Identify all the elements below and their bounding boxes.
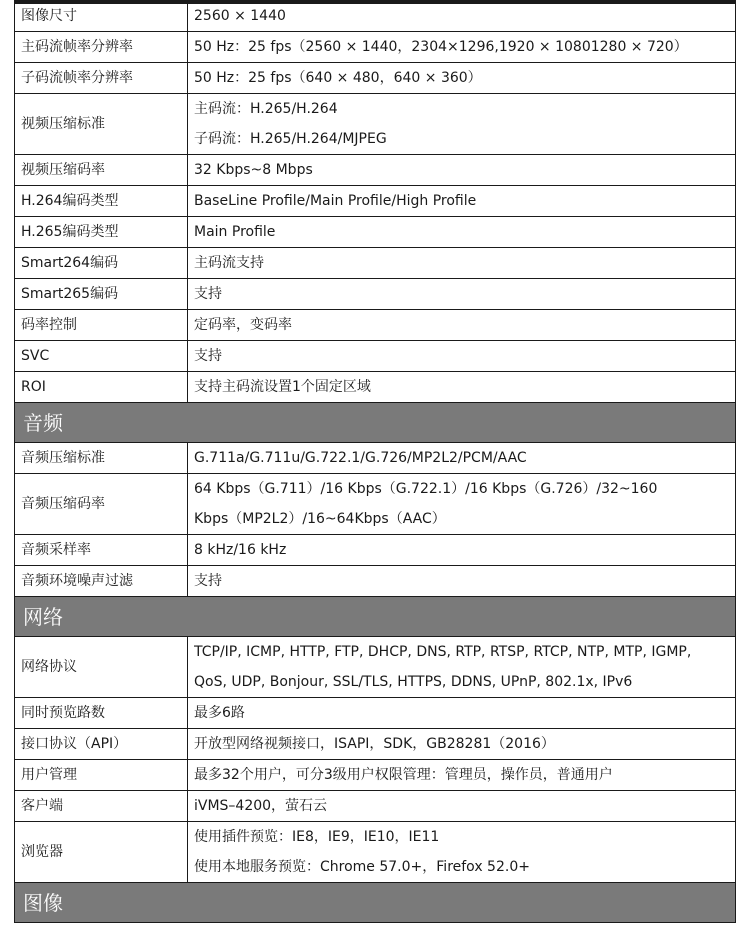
- spec-value-line: 8 kHz/16 kHz: [194, 542, 287, 558]
- section-header-row: [15, 403, 736, 443]
- spec-value-line: 支持: [194, 348, 222, 364]
- spec-value-line: 定码率，变码率: [194, 317, 292, 333]
- spec-row: [15, 760, 736, 791]
- spec-row: [15, 698, 736, 729]
- spec-label: 接口协议（API）: [15, 729, 188, 760]
- spec-value-line: 50 Hz：25 fps（2560 × 1440，2304×1296,1920 × 10801280 × 720）: [194, 39, 688, 55]
- spec-value: [188, 310, 736, 341]
- spec-row: [15, 729, 736, 760]
- spec-value: [188, 217, 736, 248]
- spec-value-line: 使用本地服务预览：Chrome 57.0+，Firefox 52.0+: [194, 859, 530, 875]
- spec-value-line: 主码流：H.265/H.264: [194, 101, 338, 117]
- spec-row: [15, 279, 736, 310]
- spec-label: 视频压缩码率: [15, 155, 188, 186]
- spec-label: 子码流帧率分辨率: [15, 63, 188, 94]
- spec-row: [15, 1, 736, 32]
- spec-value-line: QoS, UDP, Bonjour, SSL/TLS, HTTPS, DDNS, UPnP, 802.1x, IPv6: [194, 674, 633, 690]
- spec-row: [15, 341, 736, 372]
- section-title: 图像: [15, 883, 736, 923]
- spec-value-line: Kbps（MP2L2）/16~64Kbps（AAC）: [194, 511, 446, 527]
- spec-value: [188, 279, 736, 310]
- spec-value: [188, 535, 736, 566]
- spec-row: [15, 155, 736, 186]
- spec-label: SVC: [15, 341, 188, 372]
- spec-row: [15, 443, 736, 474]
- spec-row: [15, 822, 736, 883]
- spec-value: [188, 94, 736, 155]
- spec-value: [188, 474, 736, 535]
- spec-value-line: Main Profile: [194, 224, 276, 240]
- spec-row: [15, 217, 736, 248]
- spec-table-body: [15, 1, 736, 923]
- spec-row: [15, 535, 736, 566]
- spec-label: 音频压缩标准: [15, 443, 188, 474]
- spec-value-line: BaseLine Profile/Main Profile/High Profile: [194, 193, 477, 209]
- spec-label: ROI: [15, 372, 188, 403]
- spec-label: 网络协议: [15, 637, 188, 698]
- spec-value: [188, 566, 736, 597]
- spec-value-line: 开放型网络视频接口，ISAPI，SDK，GB28281（2016）: [194, 736, 555, 752]
- spec-value-line: 子码流：H.265/H.264/MJPEG: [194, 131, 387, 147]
- spec-value-line: 32 Kbps~8 Mbps: [194, 162, 313, 178]
- section-header-row: [15, 597, 736, 637]
- spec-value: [188, 443, 736, 474]
- spec-label: 客户端: [15, 791, 188, 822]
- spec-row: [15, 566, 736, 597]
- spec-table: [14, 0, 736, 923]
- spec-label: 音频压缩码率: [15, 474, 188, 535]
- spec-value: [188, 729, 736, 760]
- spec-row: [15, 63, 736, 94]
- spec-label: 图像尺寸: [15, 1, 188, 32]
- spec-value-line: 最多6路: [194, 705, 245, 721]
- spec-row: [15, 372, 736, 403]
- spec-value-line: 使用插件预览：IE8，IE9，IE10，IE11: [194, 829, 440, 845]
- spec-value-line: 支持: [194, 573, 222, 589]
- spec-label: 浏览器: [15, 822, 188, 883]
- spec-value: [188, 822, 736, 883]
- spec-value-line: 64 Kbps（G.711）/16 Kbps（G.722.1）/16 Kbps（G.726）/32~160: [194, 481, 658, 497]
- spec-value: [188, 32, 736, 63]
- spec-value-line: 2560 × 1440: [194, 8, 286, 24]
- spec-value-line: TCP/IP, ICMP, HTTP, FTP, DHCP, DNS, RTP, RTSP, RTCP, NTP, MTP, IGMP,: [194, 644, 692, 660]
- spec-label: 主码流帧率分辨率: [15, 32, 188, 63]
- spec-value: [188, 637, 736, 698]
- spec-label: Smart265编码: [15, 279, 188, 310]
- spec-row: [15, 791, 736, 822]
- spec-value: [188, 372, 736, 403]
- spec-label: 用户管理: [15, 760, 188, 791]
- spec-label: 视频压缩标准: [15, 94, 188, 155]
- spec-row: [15, 186, 736, 217]
- spec-row: [15, 94, 736, 155]
- spec-value-line: G.711a/G.711u/G.722.1/G.726/MP2L2/PCM/AAC: [194, 450, 527, 466]
- spec-value-line: 50 Hz：25 fps（640 × 480，640 × 360）: [194, 70, 482, 86]
- spec-label: 音频采样率: [15, 535, 188, 566]
- spec-label: 音频环境噪声过滤: [15, 566, 188, 597]
- spec-value-line: 支持主码流设置1个固定区域: [194, 379, 371, 395]
- spec-value: [188, 155, 736, 186]
- spec-label: H.265编码类型: [15, 217, 188, 248]
- spec-label: H.264编码类型: [15, 186, 188, 217]
- spec-label: 同时预览路数: [15, 698, 188, 729]
- spec-label: Smart264编码: [15, 248, 188, 279]
- spec-value: [188, 248, 736, 279]
- spec-value-line: 最多32个用户，可分3级用户权限管理：管理员，操作员，普通用户: [194, 767, 613, 783]
- spec-value: [188, 791, 736, 822]
- spec-value: [188, 186, 736, 217]
- spec-row: [15, 637, 736, 698]
- spec-row: [15, 310, 736, 341]
- spec-row: [15, 32, 736, 63]
- section-title: 网络: [15, 597, 736, 637]
- spec-value: [188, 1, 736, 32]
- spec-value: [188, 760, 736, 791]
- spec-value: [188, 341, 736, 372]
- section-header-row: [15, 883, 736, 923]
- spec-value: [188, 63, 736, 94]
- spec-label: 码率控制: [15, 310, 188, 341]
- spec-row: [15, 248, 736, 279]
- spec-value-line: 主码流支持: [194, 255, 264, 271]
- section-title: 音频: [15, 403, 736, 443]
- spec-row: [15, 474, 736, 535]
- spec-value: [188, 698, 736, 729]
- spec-value-line: iVMS–4200，萤石云: [194, 798, 328, 814]
- spec-value-line: 支持: [194, 286, 222, 302]
